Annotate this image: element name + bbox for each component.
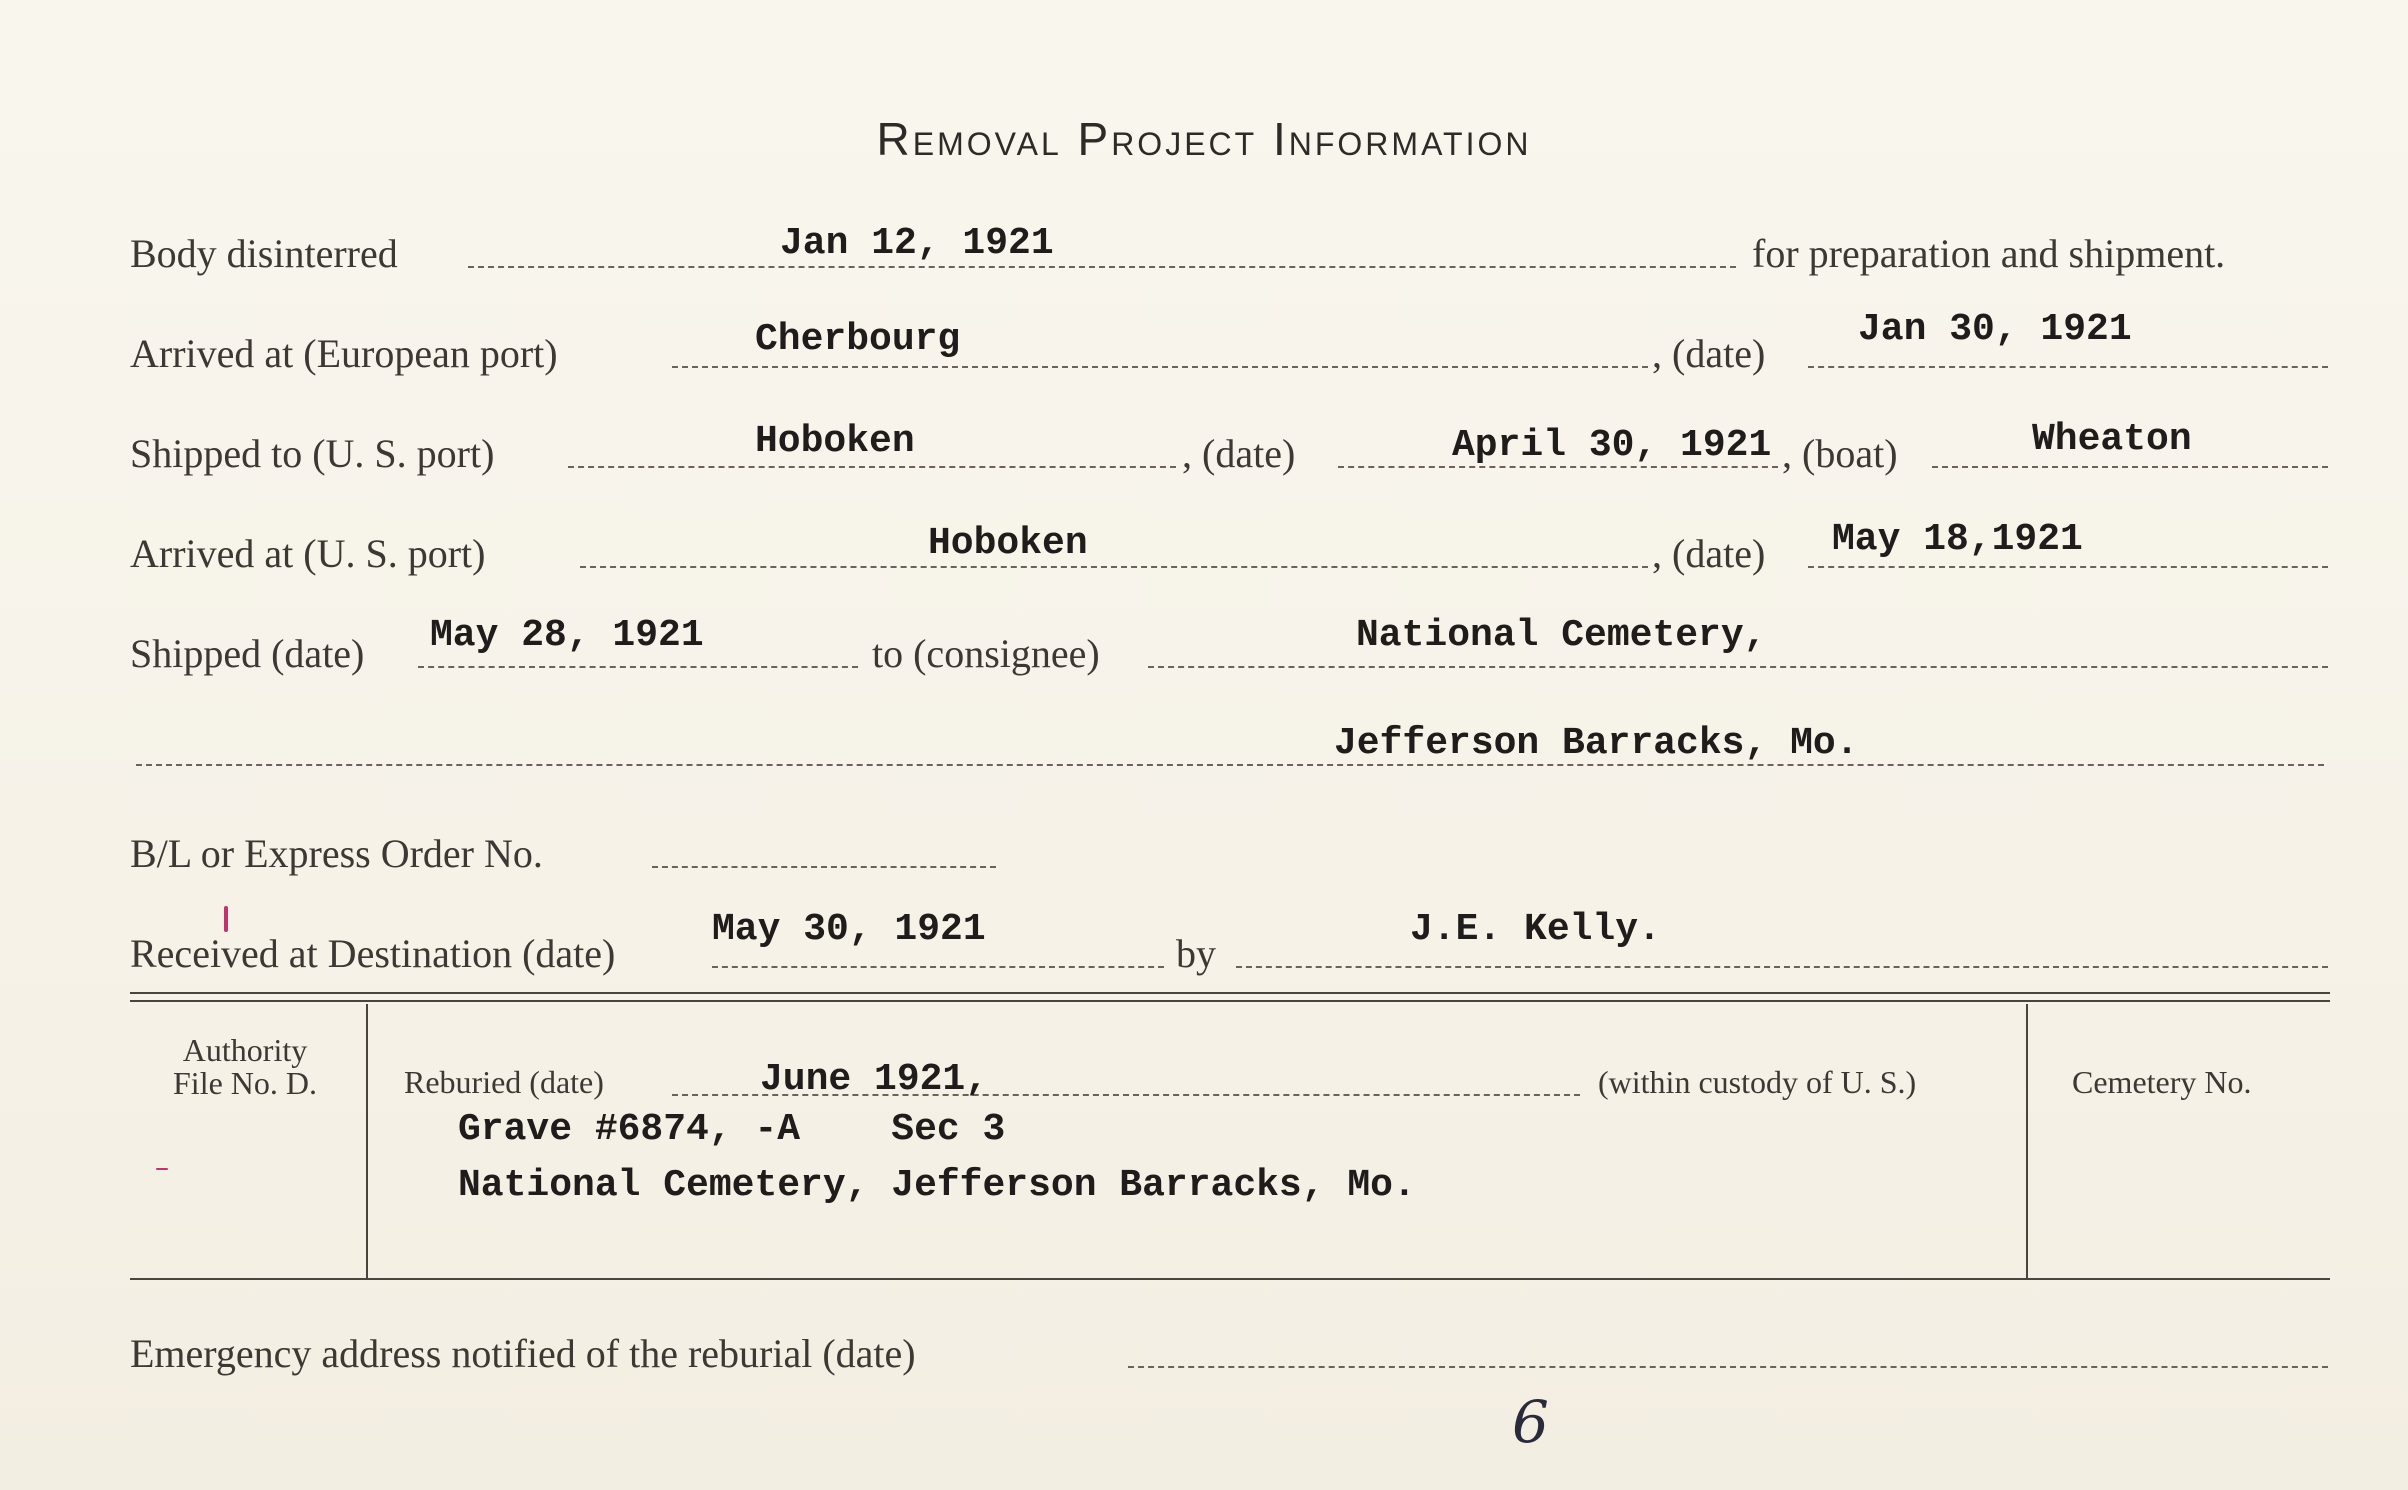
- shipped-us-value: Hoboken: [755, 420, 915, 463]
- custody-label: (within custody of U. S.): [1598, 1064, 1917, 1100]
- bl-order-label: B/L or Express Order No.: [130, 831, 543, 876]
- shipped-date-value: May 28, 1921: [430, 614, 704, 657]
- received-date: May 30, 1921: [712, 908, 986, 951]
- shipped-date-line: [418, 666, 858, 668]
- body-disinterred-label: Body disinterred: [130, 231, 398, 276]
- received-by: J.E. Kelly.: [1410, 908, 1661, 951]
- body-disinterred-value: Jan 12, 1921: [780, 222, 1054, 265]
- received-by-label: by: [1176, 931, 1216, 976]
- arrived-us-label: Arrived at (U. S. port): [130, 531, 486, 576]
- received-label: Received at Destination (date): [130, 931, 616, 976]
- cemetery-no-label: Cemetery No.: [2072, 1064, 2252, 1100]
- pink-dash-mark: [156, 1168, 168, 1170]
- grave-line: Grave #6874, -A Sec 3: [458, 1108, 1006, 1151]
- arrived-european-label: Arrived at (European port): [130, 331, 558, 376]
- shipped-us-boat-line: [1932, 466, 2328, 468]
- emergency-label: Emergency address notified of the reburial (date): [130, 1331, 916, 1376]
- handwritten-mark: 6: [1512, 1388, 1549, 1456]
- arrived-us-date-line: [1808, 566, 2328, 568]
- shipped-us-date-label: , (date): [1182, 431, 1296, 476]
- arrived-us-value: Hoboken: [928, 522, 1088, 565]
- cemetery-line: National Cemetery, Jefferson Barracks, Mo.: [458, 1164, 1416, 1207]
- shipped-us-label: Shipped to (U. S. port): [130, 431, 495, 476]
- consignee-line1: National Cemetery,: [1356, 614, 1767, 657]
- arrived-european-date-line: [1808, 366, 2328, 368]
- consignee-line: [1148, 666, 2328, 668]
- arrived-european-line: [672, 366, 1648, 368]
- body-disinterred-suffix: for preparation and shipment.: [1752, 231, 2226, 276]
- arrived-european-date: Jan 30, 1921: [1858, 308, 2132, 351]
- box-divider-left: [366, 1004, 368, 1278]
- shipped-date-label: Shipped (date): [130, 631, 365, 676]
- shipped-us-boat: Wheaton: [2032, 418, 2192, 461]
- box-top-rule: [130, 992, 2330, 994]
- reburied-label: Reburied (date): [404, 1064, 604, 1100]
- bl-order-line: [652, 866, 996, 868]
- reburied-date: June 1921,: [760, 1058, 989, 1101]
- arrived-us-date-label: , (date): [1652, 531, 1766, 576]
- box-divider-right: [2026, 1004, 2028, 1278]
- shipped-us-boat-label: , (boat): [1782, 431, 1898, 476]
- received-by-line: [1236, 966, 2328, 968]
- pink-tick-mark: [224, 906, 228, 932]
- arrived-us-date: May 18,1921: [1832, 518, 2083, 561]
- arrived-european-value: Cherbourg: [755, 318, 961, 361]
- arrived-european-date-label: , (date): [1652, 331, 1766, 376]
- box-top-rule-2: [130, 1000, 2330, 1002]
- arrived-us-line: [580, 566, 1648, 568]
- emergency-line: [1128, 1366, 2328, 1368]
- shipped-us-date: April 30, 1921: [1452, 424, 1772, 467]
- consignee-line-2: [136, 764, 2324, 766]
- consignee-label: to (consignee): [872, 631, 1100, 676]
- card-title: Removal Project Information: [876, 113, 1532, 165]
- authority-label: Authority File No. D.: [173, 1032, 317, 1101]
- received-date-line: [712, 966, 1164, 968]
- box-bottom-rule: [130, 1278, 2330, 1280]
- shipped-us-line: [568, 466, 1176, 468]
- consignee-line2: Jefferson Barracks, Mo.: [1334, 722, 1859, 765]
- body-disinterred-line: [468, 266, 1736, 268]
